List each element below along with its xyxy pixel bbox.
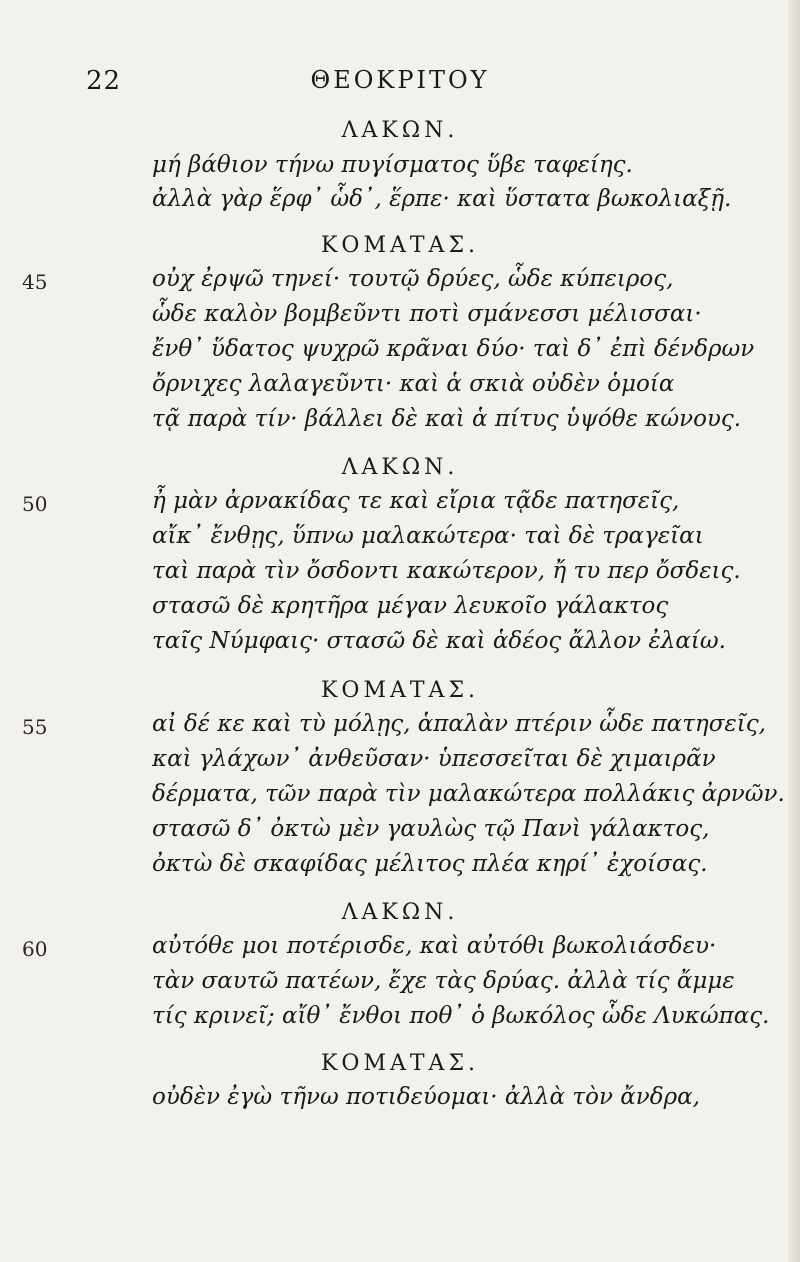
speaker-heading: ΚΟΜΑΤΑΣ. (321, 1051, 479, 1076)
speaker-heading: ΚΟΜΑΤΑΣ. (321, 678, 479, 703)
page-number: 22 (86, 66, 122, 96)
verse-line: καὶ γλάχων᾿ ἀνθεῦσαν· ὑπεσσεῖται δὲ χιμαιρᾶν (152, 746, 716, 772)
verse-line: ὀκτὼ δὲ σκαφίδας μέλιτος πλέα κηρί᾿ ἐχοίσας. (152, 851, 708, 877)
verse-line: ἦ μὰν ἀρνακίδας τε καὶ εἴρια τᾷδε πατησεῖς, (152, 488, 680, 514)
verse-line: ὄρνιχες λαλαγεῦντι· καὶ ἁ σκιὰ οὐδὲν ὁμοία (152, 371, 675, 397)
verse-line: δέρματα, τῶν παρὰ τὶν μαλακώτερα πολλάκις ἀρνῶν. (152, 781, 785, 807)
verse-line: στασῶ δ᾿ ὀκτὼ μὲν γαυλὼς τῷ Πανὶ γάλακτος, (152, 816, 710, 842)
verse-line: ἔνθ᾿ ὕδατος ψυχρῶ κρᾶναι δύο· ταὶ δ᾿ ἐπὶ δένδρων (152, 336, 755, 362)
verse-line: τᾷ παρὰ τίν· βάλλει δὲ καὶ ἁ πίτυς ὑψόθε κώνους. (152, 406, 742, 432)
line-number: 55 (22, 715, 48, 739)
verse-line: οὐχ ἐρψῶ τηνεί· τουτῷ δρύες, ὧδε κύπειρος, (152, 266, 674, 292)
verse-line: μή βάθιον τήνω πυγίσματος ὕβε ταφείης. (152, 152, 633, 178)
speaker-heading: ΛΑΚΩΝ. (341, 900, 459, 925)
verse-line: ταῖς Νύμφαις· στασῶ δὲ καὶ ἁδέος ἄλλον ἐλαίω. (152, 628, 726, 654)
speaker-heading: ΚΟΜΑΤΑΣ. (321, 233, 479, 258)
page-header (0, 66, 800, 106)
line-number: 50 (22, 492, 48, 516)
speaker-heading: ΛΑΚΩΝ. (341, 455, 459, 480)
verse-line: στασῶ δὲ κρητῆρα μέγαν λευκοῖο γάλακτος (152, 593, 669, 619)
verse-line: αὐτόθε μοι ποτέρισδε, καὶ αὐτόθι βωκολιάσδευ· (152, 933, 717, 959)
verse-line: τὰν σαυτῶ πατέων, ἔχε τὰς δρύας. ἀλλὰ τίς ἄμμε (152, 968, 735, 994)
verse-line: ἀλλὰ γὰρ ἕρφ᾿ ὧδ᾿, ἕρπε· καὶ ὕστατα βωκολιαξῇ. (152, 186, 732, 212)
speaker-heading: ΛΑΚΩΝ. (341, 118, 459, 143)
verse-line: αἰ δέ κε καὶ τὺ μόλῃς, ἁπαλὰν πτέριν ὧδε πατησεῖς, (152, 711, 766, 737)
line-number: 45 (22, 270, 48, 294)
verse-line: οὐδὲν ἐγὼ τῆνω ποτιδεύομαι· ἀλλὰ τὸν ἄνδρα, (152, 1084, 700, 1110)
verse-line: ταὶ παρὰ τὶν ὄσδοντι κακώτερον, ἤ τυ περ ὄσδεις. (152, 558, 741, 584)
running-head: ΘΕΟΚΡΙΤΟΥ (310, 66, 490, 94)
verse-line: τίς κρινεῖ; αἴθ᾿ ἔνθοι ποθ᾿ ὁ βωκόλος ὧδε Λυκώπας. (152, 1003, 770, 1029)
verse-line: αἴκ᾿ ἔνθῃς, ὕπνω μαλακώτερα· ταὶ δὲ τραγεῖαι (152, 523, 704, 549)
line-number: 60 (22, 937, 48, 961)
verse-line: ὧδε καλὸν βομβεῦντι ποτὶ σμάνεσσι μέλισσαι· (152, 301, 702, 327)
